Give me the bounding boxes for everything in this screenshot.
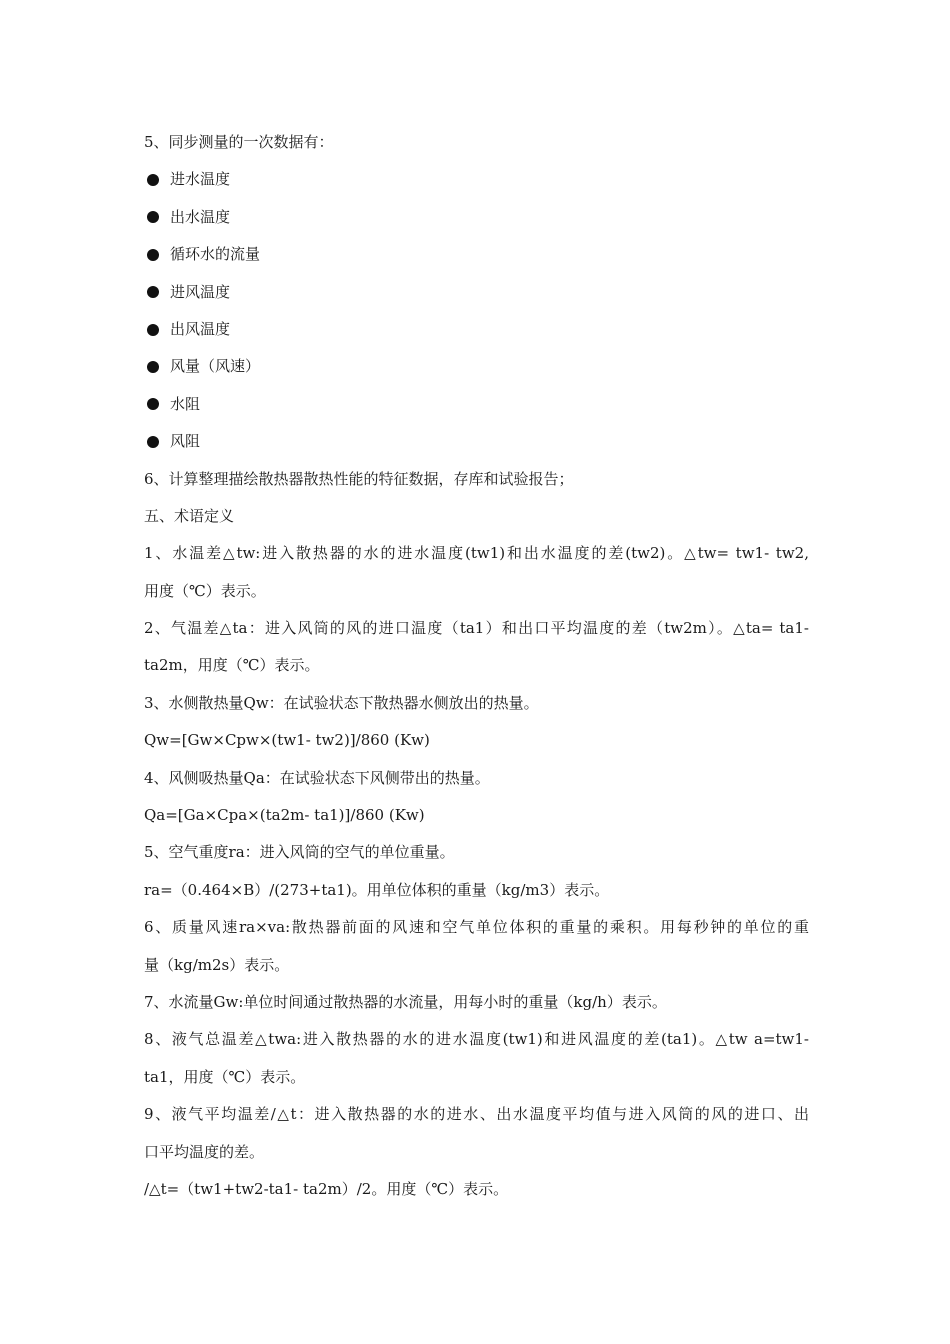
definition-5-line-1: 5、空气重度ra：进入风筒的空气的单位重量。 [144, 843, 455, 862]
list-item [144, 161, 809, 198]
list-item [144, 199, 809, 236]
definition-6-line-1: 6、质量风速ra×va:散热器前面的风速和空气单位体积的重量的乘积。用每秒钟的单位的重 [144, 918, 809, 937]
bullet-icon [147, 398, 159, 410]
definition-7-line-1: 7、水流量Gw:单位时间通过散热器的水流量，用每小时的重量（kg/h）表示。 [144, 992, 667, 1011]
definition-1-line-2: 用度（℃）表示。 [144, 581, 266, 600]
list-item [144, 274, 809, 311]
list-item-text: 进水温度 [170, 170, 231, 189]
definition-3-line-1: 3、水侧散热量Qw：在试验状态下散热器水侧放出的热量。 [144, 693, 539, 712]
list-item [144, 386, 809, 423]
definition-2-line-2: ta2m，用度（℃）表示。 [144, 656, 320, 675]
definition-3-formula: Qw=[Gw×Cpw×(tw1- tw2)]/860 (Kw) [144, 731, 430, 750]
definition-9-line-2: 口平均温度的差。 [144, 1142, 265, 1161]
definition-8-line-2: ta1，用度（℃）表示。 [144, 1067, 306, 1086]
list-item-text: 循环水的流量 [170, 245, 261, 264]
list-item-text: 水阻 [170, 394, 201, 413]
document-page [144, 124, 809, 1208]
list-item [144, 423, 809, 460]
definition-9-line-1: 9、液气平均温差/△t：进入散热器的水的进水、出水温度平均值与进入风筒的风的进口、出 [144, 1105, 809, 1124]
list-item [144, 311, 809, 348]
intro-line: 5、同步测量的一次数据有： [144, 133, 334, 151]
list-item-text: 进风温度 [170, 282, 231, 301]
bullet-icon [147, 249, 159, 261]
definition-6-line-2: 量（kg/m2s）表示。 [144, 955, 290, 974]
definition-1-line-1: 1、水温差△tw:进入散热器的水的进水温度(tw1)和出水温度的差(tw2)。△tw= tw1- tw2, [144, 544, 809, 563]
definition-5-formula: ra=（0.464×B）/(273+ta1)。用单位体积的重量（kg/m3）表示。 [144, 880, 610, 899]
bullet-icon [147, 211, 159, 223]
list-item-text: 风量（风速） [170, 357, 261, 376]
item-6-line: 6、计算整理描绘散热器散热性能的特征数据，存库和试验报告； [144, 469, 574, 488]
list-item-text: 风阻 [170, 432, 201, 451]
definition-2-line-1: 2、气温差△ta：进入风筒的风的进口温度（ta1）和出口平均温度的差（tw2m）。△ta= ta1- [144, 619, 809, 638]
list-item-text: 出水温度 [170, 207, 231, 226]
definition-4-line-1: 4、风侧吸热量Qa：在试验状态下风侧带出的热量。 [144, 768, 490, 787]
definition-8-line-1: 8、液气总温差△twa:进入散热器的水的进水温度(tw1)和进风温度的差(ta1)。△tw a=tw1- [144, 1030, 809, 1049]
bullet-icon [147, 361, 159, 373]
list-item [144, 236, 809, 273]
definition-9-formula: /△t=（tw1+tw2-ta1- ta2m）/2。用度（℃）表示。 [144, 1179, 509, 1198]
bullet-icon [147, 436, 159, 448]
bullet-icon [147, 324, 159, 336]
list-item [144, 348, 809, 385]
bullet-icon [147, 174, 159, 186]
definition-4-formula: Qa=[Ga×Cpa×(ta2m- ta1)]/860 (Kw) [144, 806, 425, 825]
bullet-icon [147, 286, 159, 298]
list-item-text: 出风温度 [170, 319, 231, 338]
section-heading: 五、术语定义 [144, 506, 235, 525]
